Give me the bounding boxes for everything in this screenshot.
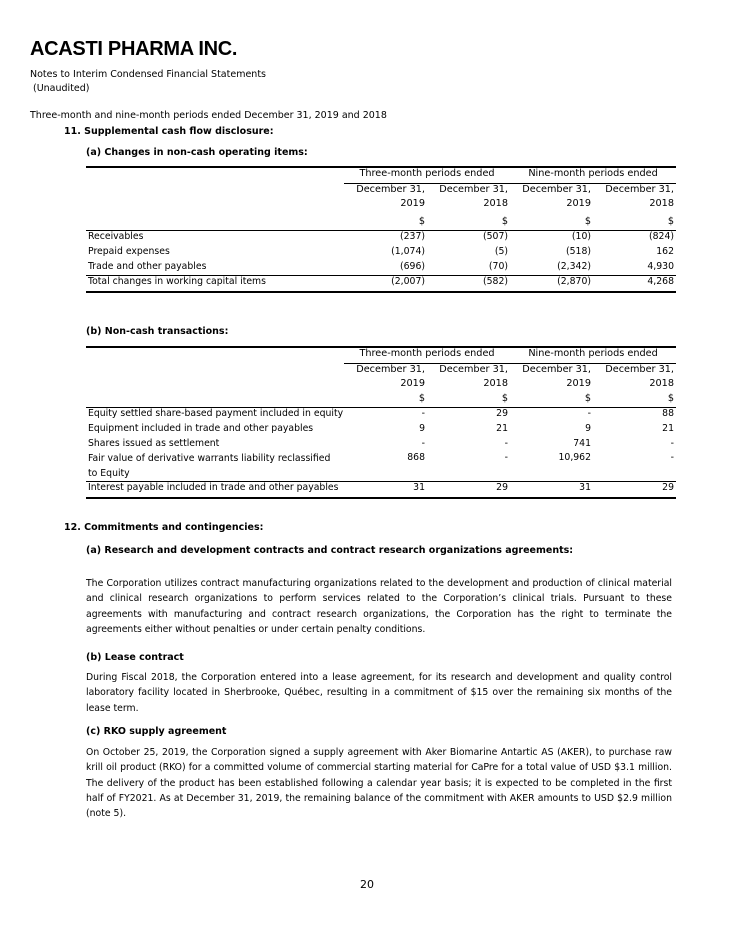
row-label: Equipment included in trade and other payables bbox=[88, 422, 314, 434]
cell-value: 88 bbox=[662, 408, 675, 420]
total-value: (2,007) bbox=[344, 276, 427, 292]
column-date: December 31, bbox=[356, 363, 425, 375]
column-date: December 31, bbox=[439, 363, 509, 375]
column-year: 2018 bbox=[483, 198, 509, 210]
periods-line: Three-month and nine-month periods ended December 31, 2019 and 2018 bbox=[30, 110, 387, 121]
cell-value: 9 bbox=[585, 422, 592, 434]
note-12a-paragraph: The Corporation utilizes contract manufacturing organizations related to the development and production of clinical material and clinical research organizations to perform services related to the Corporation’s clinical trials. Pursuant to these agreements with manufacturing and contract research organizations, the Corporation has the right to terminate the agreements either without penalties or under certain penalty conditions. bbox=[86, 578, 672, 635]
note-12b-heading: (b) Lease contract bbox=[86, 652, 184, 663]
table-row bbox=[86, 246, 676, 261]
cell-value: - bbox=[504, 437, 509, 449]
total-label: Total changes in working capital items bbox=[86, 276, 344, 292]
cell-value: (824) bbox=[649, 231, 675, 243]
cell-value: (10) bbox=[571, 231, 592, 243]
column-date: December 31, bbox=[522, 183, 592, 195]
column-year: 2019 bbox=[566, 378, 592, 390]
cell-value: 741 bbox=[573, 437, 592, 449]
table-row bbox=[86, 423, 676, 438]
table-row bbox=[86, 408, 676, 423]
currency-symbol: $ bbox=[427, 393, 510, 408]
note-11-heading: 11. Supplemental cash flow disclosure: bbox=[64, 126, 274, 137]
cell-value: (1,074) bbox=[391, 245, 425, 257]
company-name: ACASTI PHARMA INC. bbox=[30, 38, 238, 60]
cell-value: - bbox=[587, 408, 592, 420]
group-nine-month: Nine-month periods ended bbox=[510, 347, 676, 363]
currency-symbol: $ bbox=[427, 213, 510, 231]
cell-value: 31 bbox=[344, 482, 427, 498]
cell-value: - bbox=[504, 452, 509, 464]
table-corner bbox=[86, 347, 344, 363]
cell-value: - bbox=[670, 437, 675, 449]
column-year: 2018 bbox=[649, 378, 675, 390]
group-three-month: Three-month periods ended bbox=[344, 347, 510, 363]
column-year: 2018 bbox=[649, 198, 675, 210]
cell-value: (237) bbox=[400, 231, 425, 243]
cell-value: 21 bbox=[496, 422, 509, 434]
total-value: (2,870) bbox=[510, 276, 593, 292]
note-12c-paragraph: On October 25, 2019, the Corporation signed a supply agreement with Aker Biomarine Antartic AS (AKER), to purchase raw krill oil product (RKO) for a committed volume of commercial starting material for CaPre for a total value of USD $3.1 million. The delivery of the product has been established following a calendar year basis; it is expected to be completed in the first half of FY2021. As at December 31, 2019, the remaining balance of the commitment with AKER amounts to USD $2.9 million (note 5). bbox=[86, 747, 672, 820]
column-date: December 31, bbox=[605, 363, 675, 375]
note-12c-heading: (c) RKO supply agreement bbox=[86, 726, 227, 737]
row-label: Trade and other payables bbox=[88, 260, 207, 272]
total-row bbox=[86, 276, 676, 292]
row-label: Prepaid expenses bbox=[88, 245, 170, 257]
column-year: 2019 bbox=[400, 378, 425, 390]
note-11a-heading: (a) Changes in non-cash operating items: bbox=[86, 147, 308, 158]
cell-value: 162 bbox=[656, 245, 675, 257]
total-value: (582) bbox=[427, 276, 510, 292]
cell-value: 868 bbox=[407, 452, 425, 464]
table-row bbox=[86, 482, 676, 498]
currency-symbol: $ bbox=[344, 393, 427, 408]
table-row bbox=[86, 261, 676, 276]
cell-value: (70) bbox=[488, 260, 509, 272]
currency-symbol: $ bbox=[510, 393, 593, 408]
cell-value: (507) bbox=[483, 231, 509, 243]
cell-value: 4,930 bbox=[647, 260, 675, 272]
row-label: Fair value of derivative warrants liability reclassified to Equity bbox=[88, 453, 331, 479]
table-row bbox=[86, 231, 676, 246]
cell-value: (696) bbox=[400, 260, 425, 272]
non-cash-transactions-table bbox=[86, 346, 676, 499]
cell-value: - bbox=[670, 452, 675, 464]
cell-value: 29 bbox=[593, 482, 676, 498]
note-12-heading: 12. Commitments and contingencies: bbox=[64, 522, 264, 533]
table-row bbox=[86, 438, 676, 453]
column-year: 2018 bbox=[483, 378, 509, 390]
note-12a-heading: (a) Research and development contracts and contract research organizations agreements: bbox=[86, 545, 574, 556]
currency-symbol: $ bbox=[593, 393, 676, 408]
column-date: December 31, bbox=[522, 363, 592, 375]
unaudited-label: (Unaudited) bbox=[33, 83, 90, 94]
table-row bbox=[86, 452, 676, 482]
column-date: December 31, bbox=[605, 183, 675, 195]
cell-value: 29 bbox=[427, 482, 510, 498]
cell-value: 31 bbox=[510, 482, 593, 498]
cell-value: 29 bbox=[496, 408, 509, 420]
note-12b-paragraph: During Fiscal 2018, the Corporation entered into a lease agreement, for its research and development and quality control laboratory facility located in Sherbrooke, Québec, resulting in a commitment of $15 over the remaining six months of the lease term. bbox=[86, 672, 672, 714]
column-year: 2019 bbox=[400, 198, 425, 210]
cell-value: - bbox=[421, 408, 425, 420]
column-date: December 31, bbox=[439, 183, 509, 195]
cell-value: - bbox=[421, 437, 425, 449]
row-label: Shares issued as settlement bbox=[88, 437, 220, 449]
cell-value: (5) bbox=[494, 245, 509, 257]
row-label: Equity settled share-based payment included in equity bbox=[88, 408, 344, 420]
cell-value: (518) bbox=[566, 245, 592, 257]
notes-title: Notes to Interim Condensed Financial Statements bbox=[30, 69, 266, 80]
total-value: 4,268 bbox=[593, 276, 676, 292]
group-nine-month: Nine-month periods ended bbox=[510, 167, 676, 183]
cell-value: 21 bbox=[662, 422, 675, 434]
cell-value: 10,962 bbox=[558, 452, 592, 464]
currency-symbol: $ bbox=[593, 213, 676, 231]
page-number: 20 bbox=[360, 878, 374, 891]
group-three-month: Three-month periods ended bbox=[344, 167, 510, 183]
column-date: December 31, bbox=[356, 183, 425, 195]
currency-symbol: $ bbox=[510, 213, 593, 231]
table-corner bbox=[86, 167, 344, 183]
cell-value: (2,342) bbox=[557, 260, 592, 272]
row-label: Interest payable included in trade and other payables bbox=[86, 482, 344, 498]
changes-non-cash-table bbox=[86, 166, 676, 293]
row-label: Receivables bbox=[88, 231, 144, 243]
cell-value: 9 bbox=[419, 422, 425, 434]
currency-symbol: $ bbox=[344, 213, 427, 231]
note-11b-heading: (b) Non-cash transactions: bbox=[86, 326, 229, 337]
column-year: 2019 bbox=[566, 198, 592, 210]
